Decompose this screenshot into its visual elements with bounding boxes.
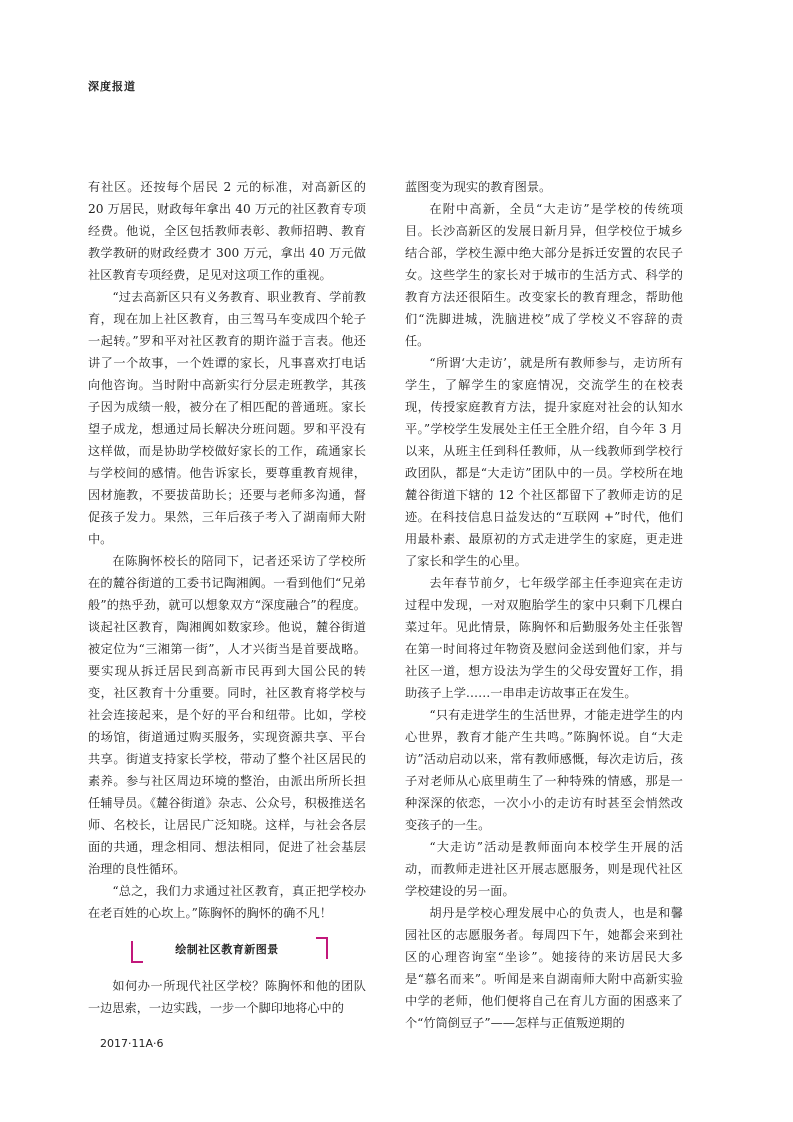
section-header: 深度报道 [88,80,136,93]
paragraph: 在陈胸怀校长的陪同下，记者还采访了学校所在的麓谷街道的工委书记陶湘阗。一看到他们“兄弟般”的热乎劲，就可以想象双方“深度融合”的程度。谈起社区教育，陶湘阗如数家珍。他说，麓谷街道被定位为“三湘第一街”，人才兴街当是首要战略。要实现从拆迁居民到高新市民再到大国公民的转变，社区教育十分重要。同时，社区教育将学校与社会连接起来，是个好的平台和纽带。比如，学校的场馆，街道通过购买服务，实现资源共享、平台共享。街道支持家长学校，带动了整个社区居民的素养。参与社区周边环境的整治，由派出所所长担任辅导员。《麓谷街道》杂志、公众号，积极推送名师、名校长，让居民广泛知晓。这样，与社会各层面的共通，理念相同、想法相同，促进了社会基层治理的良性循环。 [88,554,366,876]
page-footer: 2017·11A·6 [100,1037,164,1050]
paragraph: “只有走进学生的生活世界，才能走进学生的内心世界，教育才能产生共鸣。”陈胸怀说。自“大走访”活动启动以来，常有教师感慨，每次走访后，孩子对老师从心底里萌生了一种特殊的情感，那是一种深深的依恋，一次小小的走访有时甚至会悄然改变孩子的一生。 [405,708,683,832]
article-column-right [405,176,683,1034]
paragraph: 有社区。还按每个居民 2 元的标准，对高新区的 20 万居民，财政每年拿出 40 万元的社区教育专项经费。他说，全区包括教师表彰、教师招聘、教育教学教研的财政经费才 300 万元，拿出 40 万元做社区教育专项经费，足见对这项工作的重视。 [88,180,366,282]
section-heading-block [88,937,366,961]
article-column-left [88,176,366,1019]
paragraph: “所谓‘大走访’，就是所有教师参与，走访所有学生，了解学生的家庭情况，交流学生的在校表现，传授家庭教育方法，提升家庭对社会的认知水平。”学校学生发展处主任王全胜介绍，自今年 3 月以来，从班主任到科任教师，从一线教师到学校行政团队，都是“大走访”团队中的一员。学校所在地麓谷街道下辖的 12 个社区都留下了教师走访的足迹。在科技信息日益发达的“互联网 +”时代，他们用最朴素、最原初的方式走进学生的家庭，更走进了家长和学生的心里。 [405,356,683,568]
paragraph: 在附中高新，全员“大走访”是学校的传统项目。长沙高新区的发展日新月异，但学校位于城乡结合部，学校生源中绝大部分是拆迁安置的农民子女。这些学生的家长对于城市的生活方式、科学的教育方法还很陌生。改变家长的教育理念，帮助他们“洗脚进城，洗脑进校”成了学校义不容辞的责任。 [405,202,683,348]
paragraph: 胡丹是学校心理发展中心的负责人，也是和馨园社区的志愿服务者。每周四下午，她都会来到社区的心理咨询室“坐诊”。她接待的来访居民大多是“慕名而来”。听闻是来自湖南师大附中高新实验中学的老师，他们便将自己在育儿方面的困惑来了个“竹筒倒豆子”——怎样与正值叛逆期的 [405,906,683,1030]
paragraph: 蓝图变为现实的教育图景。 [405,180,552,194]
bracket-right-icon [316,937,328,959]
section-heading: 绘制社区教育新图景 [175,943,279,956]
paragraph: “大走访”活动是教师面向本校学生开展的活动，而教师走进社区开展志愿服务，则是现代社区学校建设的另一面。 [405,840,683,898]
paragraph: 去年春节前夕，七年级学部主任李迎宾在走访过程中发现，一对双胞胎学生的家中只剩下几棵白菜过年。见此情景，陈胸怀和后勤服务处主任张智在第一时间将过年物资及慰问金送到他们家，并与社区一道，想方设法为学生的父母安置好工作，捐助孩子上学……一串串走访故事正在发生。 [405,576,683,700]
paragraph: “过去高新区只有义务教育、职业教育、学前教育，现在加上社区教育，由三驾马车变成四个轮子一起转。”罗和平对社区教育的期许溢于言表。他还讲了一个故事，一个姓谭的家长，凡事喜欢打电话向他咨询。当时附中高新实行分层走班教学，其孩子因为成绩一般，被分在了相匹配的普通班。家长望子成龙，想通过局长解决分班问题。罗和平没有这样做，而是协助学校做好家长的工作，疏通家长与学校间的感情。他告诉家长，要尊重教育规律，因材施教，不要拔苗助长；还要与老师多沟通，督促孩子发力。果然，三年后孩子考入了湖南师大附中。 [88,290,366,546]
paragraph: 如何办一所现代社区学校？陈胸怀和他的团队一边思索，一边实践，一步一个脚印地将心中的 [88,979,366,1015]
paragraph: “总之，我们力求通过社区教育，真正把学校办在老百姓的心坎上。”陈胸怀的胸怀的确不凡！ [88,884,366,920]
